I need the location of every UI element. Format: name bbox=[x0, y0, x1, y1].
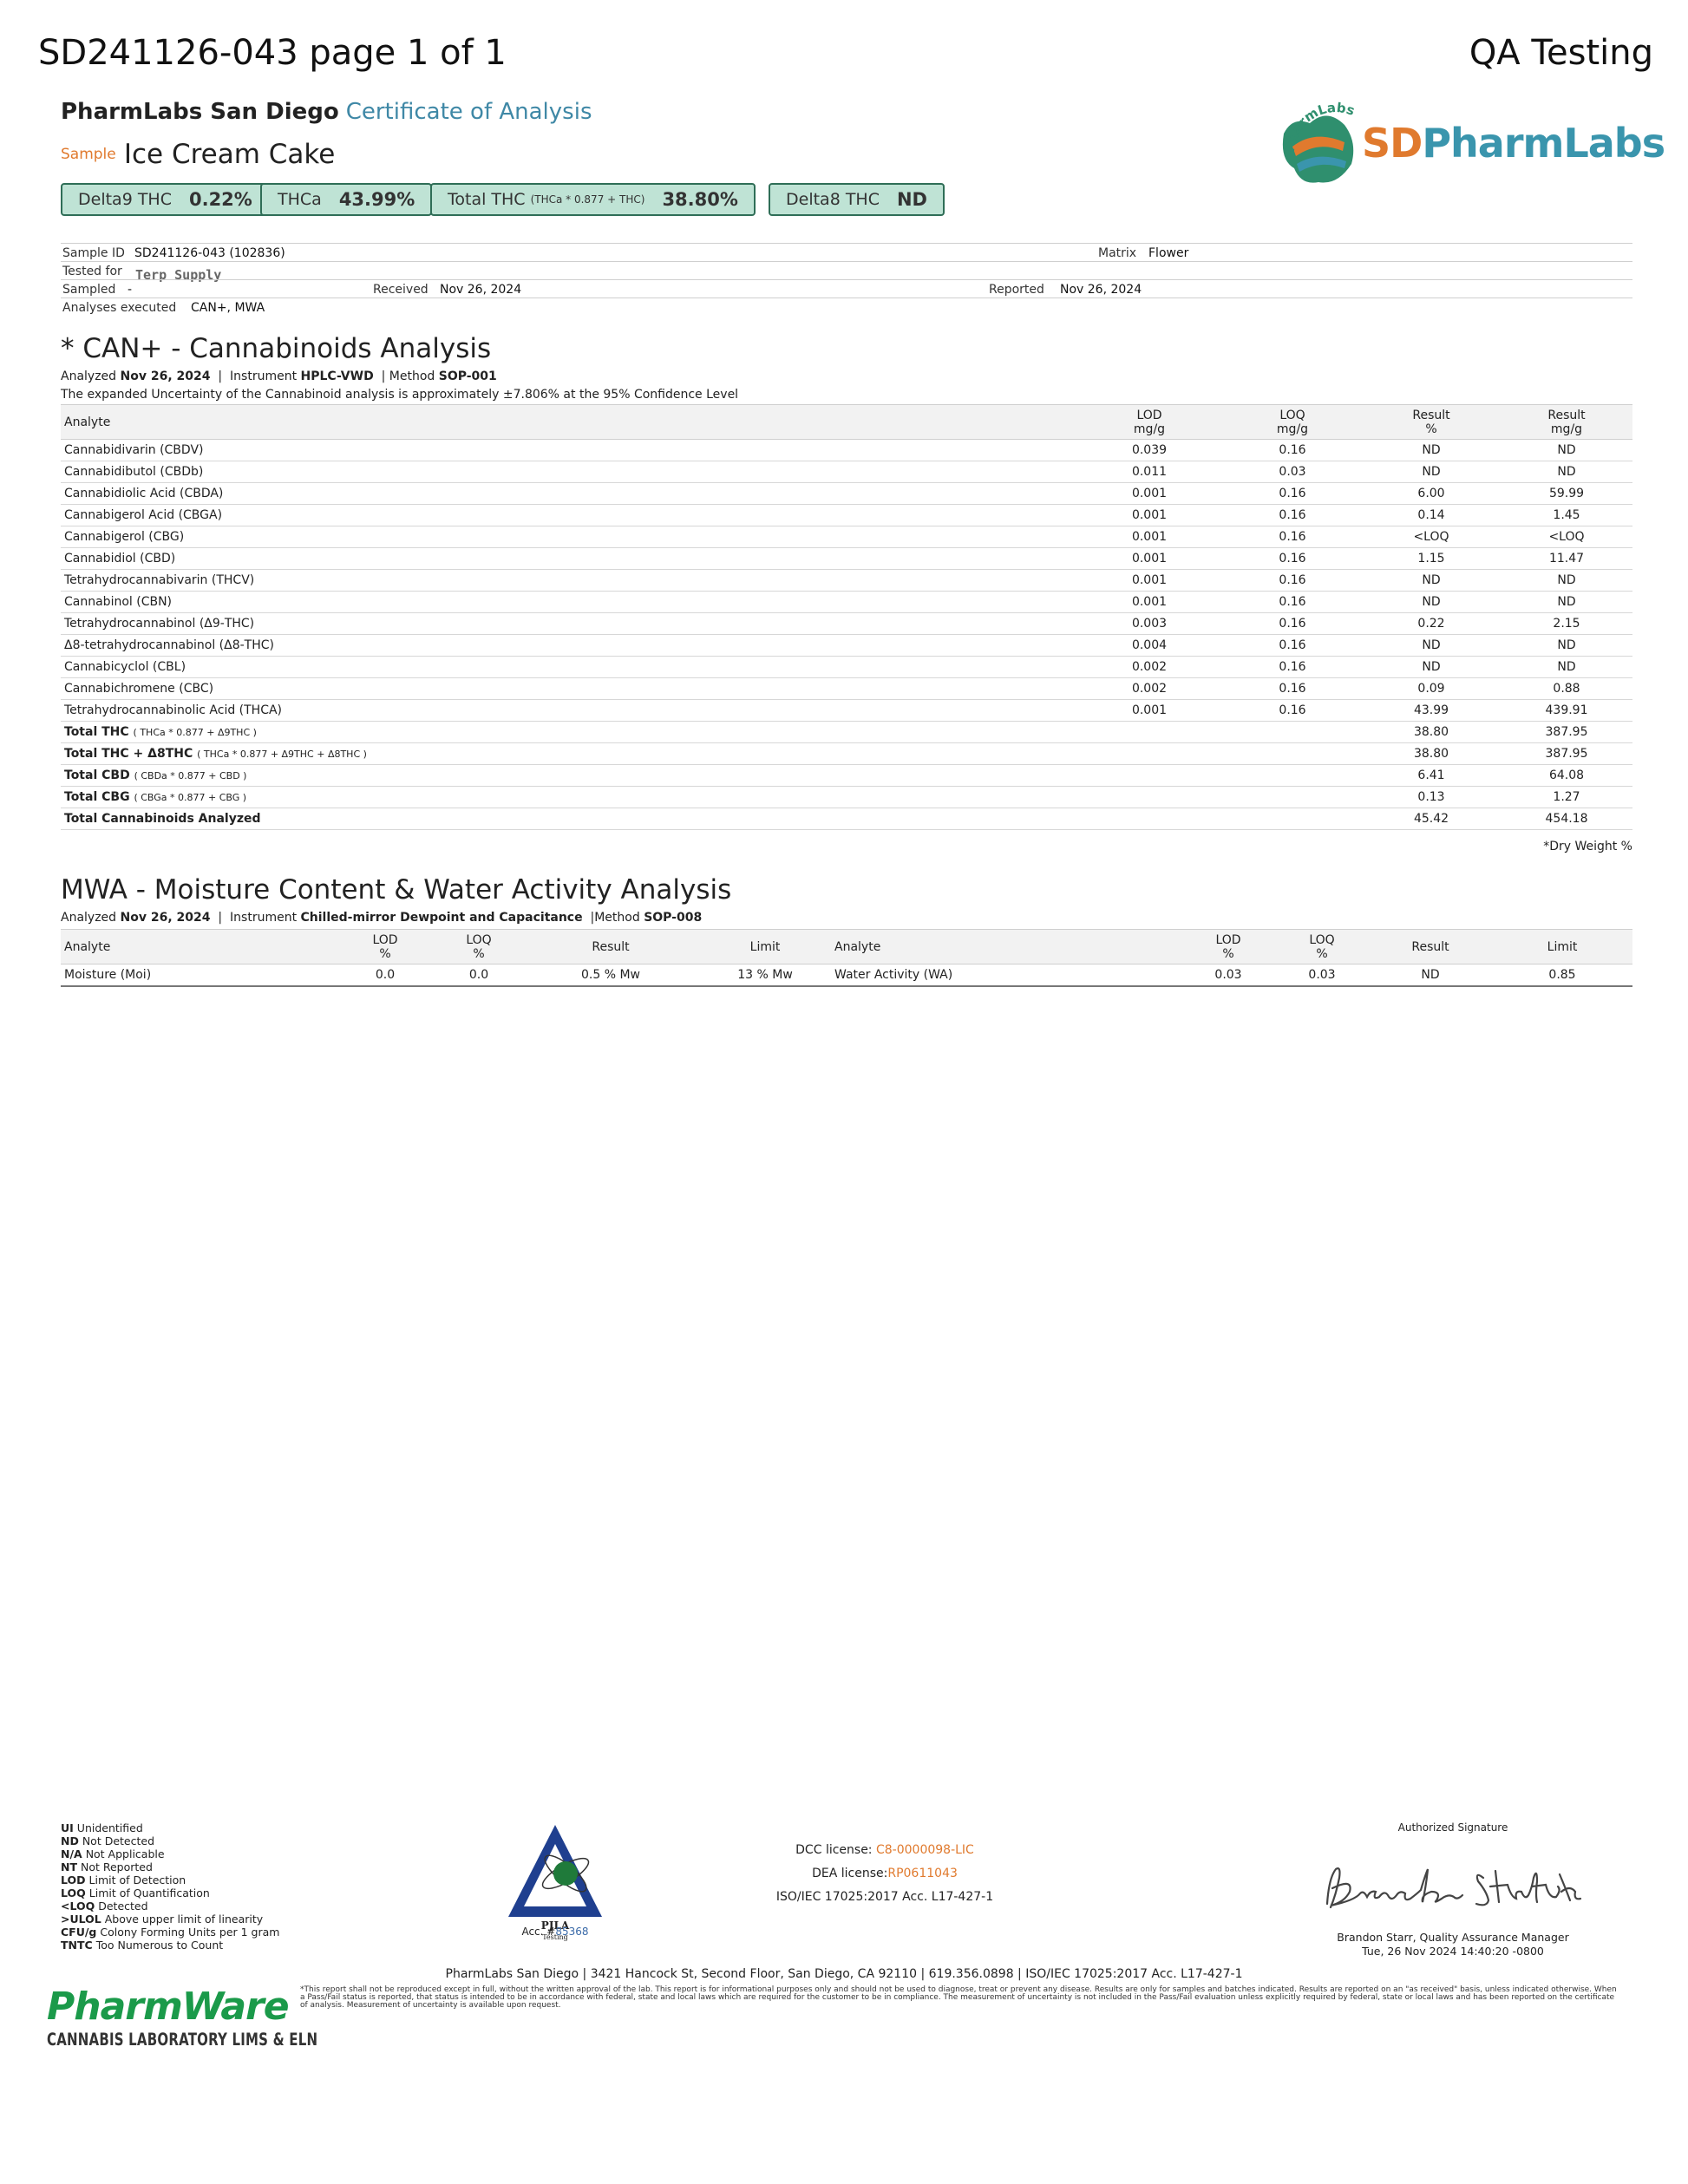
lab-name: PharmLabs San Diego bbox=[61, 99, 339, 125]
sampled: - bbox=[128, 283, 133, 297]
pjla-text: PJLA bbox=[540, 1919, 570, 1932]
analyses-label: Analyses executed bbox=[62, 301, 177, 315]
pill-label: Delta8 THC bbox=[786, 190, 880, 209]
info-row bbox=[61, 261, 1632, 283]
legend-abbr: TNTC bbox=[61, 1939, 93, 1952]
col-result: Result bbox=[526, 930, 696, 964]
instrument: Chilled-mirror Dewpoint and Capacitance bbox=[300, 911, 583, 925]
dea-line bbox=[711, 1862, 1058, 1886]
analyte-name: Tetrahydrocannabinolic Acid (THCA) bbox=[61, 700, 1076, 722]
legend-text: Limit of Quantification bbox=[88, 1886, 210, 1900]
licenses bbox=[711, 1839, 1058, 1909]
wa-result: ND bbox=[1369, 964, 1492, 986]
legend-abbr: >ULOL bbox=[61, 1913, 101, 1926]
lod-value: 0.001 bbox=[1076, 505, 1223, 526]
table-row bbox=[61, 635, 1632, 657]
lod-value: 0.001 bbox=[1076, 700, 1223, 722]
col-loq-name: LOQ bbox=[1279, 408, 1305, 422]
result-percent: ND bbox=[1362, 635, 1501, 657]
col-result-pct bbox=[1362, 405, 1501, 440]
reported-label: Reported bbox=[989, 283, 1044, 297]
legend-abbr: ND bbox=[61, 1834, 79, 1847]
legend-text: Above upper limit of linearity bbox=[104, 1913, 264, 1926]
lod-value: 0.002 bbox=[1076, 678, 1223, 700]
report-title: SD241126-043 page 1 of 1 bbox=[38, 33, 507, 73]
col-loq-name: LOQ bbox=[1309, 932, 1335, 947]
mwa-meta: Analyzed Nov 26, 2024 | Instrument Chilled-mirror Dewpoint and Capacitance |Method SOP-008 bbox=[61, 911, 703, 925]
result-percent: 6.00 bbox=[1362, 483, 1501, 505]
col-loq bbox=[1223, 405, 1362, 440]
logo-arc-text: PharmLabs bbox=[1281, 100, 1358, 154]
col-lod-unit: % bbox=[1222, 946, 1234, 961]
pill-value: 0.22% bbox=[188, 189, 252, 210]
tested-for-label: Tested for bbox=[62, 265, 122, 278]
analyzed-date: Nov 26, 2024 bbox=[120, 911, 211, 925]
loq-value: 0.16 bbox=[1223, 700, 1362, 722]
total-formula: ( THCa * 0.877 + Δ9THC + Δ8THC ) bbox=[197, 749, 367, 760]
table-row bbox=[61, 461, 1632, 483]
total-label-cell bbox=[61, 765, 1076, 787]
table-header bbox=[61, 405, 1632, 440]
pill-delta9-thc bbox=[61, 183, 270, 216]
result-percent: 0.09 bbox=[1362, 678, 1501, 700]
dea-label: DEA license: bbox=[812, 1867, 888, 1880]
loq-value: 0.16 bbox=[1223, 613, 1362, 635]
matrix-label: Matrix bbox=[1098, 246, 1137, 260]
pill-delta8-thc bbox=[769, 183, 945, 216]
reported: Nov 26, 2024 bbox=[1060, 283, 1142, 297]
table-row bbox=[61, 613, 1632, 635]
pill-thca bbox=[260, 183, 432, 216]
sample-line bbox=[61, 139, 335, 170]
result-mg: ND bbox=[1501, 657, 1632, 678]
method-label: Method bbox=[389, 369, 435, 383]
lod-value: 0.001 bbox=[1076, 592, 1223, 613]
loq-value: 0.16 bbox=[1223, 592, 1362, 613]
signature-image bbox=[1310, 1852, 1596, 1930]
col-loq-2 bbox=[1275, 930, 1369, 964]
globe-icon bbox=[553, 1861, 578, 1886]
empty-cell bbox=[1076, 765, 1223, 787]
legend-item bbox=[61, 1926, 279, 1939]
result-mg: ND bbox=[1501, 635, 1632, 657]
legend-text: Detected bbox=[98, 1900, 148, 1913]
col-result-mg-name: Result bbox=[1547, 408, 1586, 422]
analyte-name: Cannabidibutol (CBDb) bbox=[61, 461, 1076, 483]
legend-abbr: CFU/g bbox=[61, 1926, 97, 1939]
legend-abbr: LOQ bbox=[61, 1886, 86, 1900]
result-mg: 1.45 bbox=[1501, 505, 1632, 526]
legend-item bbox=[61, 1847, 279, 1860]
result-percent: ND bbox=[1362, 657, 1501, 678]
total-percent: 38.80 bbox=[1362, 722, 1501, 743]
dea-license: RP0611043 bbox=[887, 1867, 958, 1880]
sample-name: Ice Cream Cake bbox=[123, 139, 336, 170]
total-label: Total THC bbox=[64, 725, 129, 739]
lod-value: 0.039 bbox=[1076, 440, 1223, 461]
lab-address: PharmLabs San Diego | 3421 Hancock St, Second Floor, San Diego, CA 92110 | 619.356.0898 | ISO/IEC 17025:2017 Acc. L17-427-1 bbox=[445, 1967, 1243, 1981]
total-row bbox=[61, 743, 1632, 765]
col-lod-2 bbox=[1181, 930, 1275, 964]
method: SOP-001 bbox=[438, 369, 497, 383]
wa-lod: 0.03 bbox=[1181, 964, 1275, 986]
analyte-name: Cannabidiol (CBD) bbox=[61, 548, 1076, 570]
col-result-2: Result bbox=[1369, 930, 1492, 964]
signer-block bbox=[1292, 1931, 1613, 1958]
instrument-label: Instrument bbox=[230, 369, 298, 383]
dcc-label: DCC license: bbox=[795, 1843, 873, 1857]
moisture-analyte: Moisture (Moi) bbox=[61, 964, 338, 986]
total-mg: 64.08 bbox=[1501, 765, 1632, 787]
sample-info bbox=[61, 243, 1632, 316]
mwa-table bbox=[61, 929, 1632, 987]
cannabinoid-table bbox=[61, 404, 1632, 830]
legend-text: Unidentified bbox=[76, 1821, 143, 1834]
legend-abbr: NT bbox=[61, 1860, 77, 1873]
loq-value: 0.16 bbox=[1223, 440, 1362, 461]
pjla-logo bbox=[503, 1820, 607, 1941]
analyte-name: Cannabigerol Acid (CBGA) bbox=[61, 505, 1076, 526]
signed-at: Tue, 26 Nov 2024 14:40:20 -0800 bbox=[1362, 1945, 1544, 1958]
loq-value: 0.16 bbox=[1223, 505, 1362, 526]
lod-value: 0.004 bbox=[1076, 635, 1223, 657]
legend-item bbox=[61, 1821, 279, 1834]
col-loq-name: LOQ bbox=[466, 932, 492, 947]
pill-value: ND bbox=[896, 189, 927, 210]
uncertainty-note: The expanded Uncertainty of the Cannabinoid analysis is approximately ±7.806% at the 95% Confidence Level bbox=[61, 388, 739, 402]
pill-total-thc bbox=[430, 183, 756, 216]
total-percent: 45.42 bbox=[1362, 808, 1501, 830]
iso-line: ISO/IEC 17025:2017 Acc. L17-427-1 bbox=[775, 1890, 994, 1904]
col-lod-name: LOD bbox=[372, 932, 398, 947]
analyte-name: Cannabinol (CBN) bbox=[61, 592, 1076, 613]
lod-value: 0.001 bbox=[1076, 483, 1223, 505]
lod-value: 0.001 bbox=[1076, 570, 1223, 592]
lab-line bbox=[61, 99, 592, 125]
loq-value: 0.16 bbox=[1223, 526, 1362, 548]
pill-value: 38.80% bbox=[662, 189, 738, 210]
pharmware-tagline: CANNABIS LABORATORY LIMS & ELN bbox=[47, 2030, 318, 2050]
table-row bbox=[61, 526, 1632, 548]
col-lod-name: LOD bbox=[1215, 932, 1241, 947]
total-mg: 454.18 bbox=[1501, 808, 1632, 830]
total-mg: 387.95 bbox=[1501, 722, 1632, 743]
loq-value: 0.16 bbox=[1223, 678, 1362, 700]
result-mg: 2.15 bbox=[1501, 613, 1632, 635]
analyte-name: Cannabidiolic Acid (CBDA) bbox=[61, 483, 1076, 505]
table-row bbox=[61, 678, 1632, 700]
col-lod-unit: % bbox=[379, 946, 391, 961]
col-lod-name: LOD bbox=[1136, 408, 1162, 422]
analyzed-label: Analyzed bbox=[61, 369, 117, 383]
total-label-cell bbox=[61, 808, 1076, 830]
method: SOP-008 bbox=[644, 911, 703, 925]
logo-pharmlabs: PharmLabs bbox=[1422, 120, 1665, 167]
analyte-name: Tetrahydrocannabinol (Δ9-THC) bbox=[61, 613, 1076, 635]
lod-value: 0.002 bbox=[1076, 657, 1223, 678]
matrix: Flower bbox=[1148, 246, 1189, 260]
legend-text: Not Detected bbox=[82, 1834, 155, 1847]
empty-cell bbox=[1223, 765, 1362, 787]
result-percent: 0.22 bbox=[1362, 613, 1501, 635]
table-row bbox=[61, 548, 1632, 570]
total-label: Total Cannabinoids Analyzed bbox=[64, 812, 261, 826]
total-percent: 0.13 bbox=[1362, 787, 1501, 808]
col-lod bbox=[1076, 405, 1223, 440]
received: Nov 26, 2024 bbox=[440, 283, 522, 297]
legend-item bbox=[61, 1886, 279, 1900]
legend-abbr: LOD bbox=[61, 1873, 86, 1886]
pill-label: THCa bbox=[278, 190, 322, 209]
col-loq-unit: % bbox=[1316, 946, 1328, 961]
pharmware-logo-text: PharmWare bbox=[47, 1985, 289, 2029]
total-label-cell bbox=[61, 722, 1076, 743]
result-percent: 1.15 bbox=[1362, 548, 1501, 570]
total-row bbox=[61, 722, 1632, 743]
dry-weight-note: *Dry Weight % bbox=[1543, 840, 1632, 853]
total-label: Total THC + Δ8THC bbox=[64, 747, 193, 761]
total-label: Total CBG bbox=[64, 790, 130, 804]
tested-for: Terp Supply bbox=[135, 267, 222, 283]
analyzed-label: Analyzed bbox=[61, 911, 117, 925]
result-percent: 0.14 bbox=[1362, 505, 1501, 526]
empty-cell bbox=[1223, 722, 1362, 743]
sampled-label: Sampled bbox=[62, 283, 116, 297]
legend-item bbox=[61, 1913, 279, 1926]
pjla-accreditation bbox=[503, 1926, 607, 1938]
loq-value: 0.16 bbox=[1223, 635, 1362, 657]
dcc-license: C8-0000098-LIC bbox=[875, 1843, 974, 1857]
result-percent: ND bbox=[1362, 440, 1501, 461]
info-row bbox=[61, 279, 1632, 298]
empty-cell bbox=[1076, 808, 1223, 830]
col-limit: Limit bbox=[696, 930, 834, 964]
legend-abbr: <LOQ bbox=[61, 1900, 95, 1913]
col-result-mg-unit: mg/g bbox=[1550, 422, 1583, 436]
empty-cell bbox=[1223, 787, 1362, 808]
wa-limit: 0.85 bbox=[1492, 964, 1632, 986]
table-row bbox=[61, 592, 1632, 613]
table-row bbox=[61, 700, 1632, 722]
legend-abbr: UI bbox=[61, 1821, 74, 1834]
moisture-limit: 13 % Mw bbox=[696, 964, 834, 986]
result-percent: ND bbox=[1362, 592, 1501, 613]
total-label: Total CBD bbox=[64, 768, 130, 782]
signature-first-name bbox=[1327, 1868, 1462, 1907]
legend-item bbox=[61, 1834, 279, 1847]
result-mg: ND bbox=[1501, 592, 1632, 613]
result-percent: 43.99 bbox=[1362, 700, 1501, 722]
total-formula: ( THCa * 0.877 + Δ9THC ) bbox=[133, 727, 257, 738]
result-mg: 0.88 bbox=[1501, 678, 1632, 700]
report-type: QA Testing bbox=[1469, 33, 1653, 73]
dcc-line bbox=[711, 1839, 1058, 1862]
analyte-name: Cannabigerol (CBG) bbox=[61, 526, 1076, 548]
lod-value: 0.001 bbox=[1076, 526, 1223, 548]
pjla-acc-number: 85368 bbox=[555, 1926, 589, 1938]
empty-cell bbox=[1076, 722, 1223, 743]
legend-item bbox=[61, 1939, 279, 1952]
result-mg: 439.91 bbox=[1501, 700, 1632, 722]
instrument: HPLC-VWD bbox=[300, 369, 374, 383]
legend-item bbox=[61, 1860, 279, 1873]
total-formula: ( CBGa * 0.877 + CBG ) bbox=[134, 792, 247, 803]
lod-value: 0.001 bbox=[1076, 548, 1223, 570]
pjla-acc-label: Acc. # bbox=[521, 1926, 556, 1938]
legend-text: Not Applicable bbox=[85, 1847, 165, 1860]
col-lod bbox=[338, 930, 432, 964]
mwa-section-title: MWA - Moisture Content & Water Activity Analysis bbox=[61, 874, 732, 906]
signer-name: Brandon Starr, Quality Assurance Manager bbox=[1337, 1931, 1569, 1944]
col-result-pct-unit: % bbox=[1425, 422, 1437, 436]
table-row bbox=[61, 964, 1632, 986]
loq-value: 0.16 bbox=[1223, 657, 1362, 678]
col-analyte: Analyte bbox=[61, 405, 1076, 440]
col-loq bbox=[432, 930, 526, 964]
doc-type: Certificate of Analysis bbox=[345, 99, 592, 125]
pill-label: Delta9 THC bbox=[78, 190, 172, 209]
total-percent: 6.41 bbox=[1362, 765, 1501, 787]
total-mg: 387.95 bbox=[1501, 743, 1632, 765]
legend-item bbox=[61, 1873, 279, 1886]
logo-wordmark bbox=[1362, 120, 1665, 167]
legend-text: Not Reported bbox=[80, 1860, 153, 1873]
moisture-loq: 0.0 bbox=[432, 964, 526, 986]
loq-value: 0.16 bbox=[1223, 483, 1362, 505]
analyte-name: Cannabidivarin (CBDV) bbox=[61, 440, 1076, 461]
result-percent: <LOQ bbox=[1362, 526, 1501, 548]
lod-value: 0.011 bbox=[1076, 461, 1223, 483]
analyses: CAN+, MWA bbox=[191, 301, 265, 315]
legend-text: Limit of Detection bbox=[88, 1873, 186, 1886]
pjla-testing: Testing bbox=[542, 1933, 568, 1941]
result-mg: ND bbox=[1501, 461, 1632, 483]
legend-abbr: N/A bbox=[61, 1847, 82, 1860]
abbreviation-legend bbox=[61, 1821, 279, 1952]
moisture-lod: 0.0 bbox=[338, 964, 432, 986]
signature-last-name bbox=[1476, 1871, 1580, 1905]
result-mg: <LOQ bbox=[1501, 526, 1632, 548]
analyte-name: Cannabichromene (CBC) bbox=[61, 678, 1076, 700]
received-label: Received bbox=[373, 283, 429, 297]
table-header bbox=[61, 930, 1632, 964]
total-row bbox=[61, 787, 1632, 808]
pill-value: 43.99% bbox=[338, 189, 415, 210]
loq-value: 0.03 bbox=[1223, 461, 1362, 483]
total-label-cell bbox=[61, 743, 1076, 765]
analyte-name: Δ8-tetrahydrocannabinol (Δ8-THC) bbox=[61, 635, 1076, 657]
col-result-mg bbox=[1501, 405, 1632, 440]
result-mg: ND bbox=[1501, 440, 1632, 461]
col-result-pct-name: Result bbox=[1412, 408, 1450, 422]
col-analyte-2: Analyte bbox=[834, 930, 1181, 964]
loq-value: 0.16 bbox=[1223, 570, 1362, 592]
col-loq-unit: % bbox=[473, 946, 485, 961]
table-row bbox=[61, 505, 1632, 526]
sample-id: SD241126-043 (102836) bbox=[134, 246, 285, 260]
col-lod-unit: mg/g bbox=[1133, 422, 1166, 436]
total-row bbox=[61, 808, 1632, 830]
moisture-result: 0.5 % Mw bbox=[526, 964, 696, 986]
total-label-cell bbox=[61, 787, 1076, 808]
col-analyte: Analyte bbox=[61, 930, 338, 964]
result-mg: 59.99 bbox=[1501, 483, 1632, 505]
table-row bbox=[61, 570, 1632, 592]
authorized-signature-title: Authorized Signature bbox=[1397, 1821, 1508, 1834]
table-row bbox=[61, 483, 1632, 505]
total-percent: 38.80 bbox=[1362, 743, 1501, 765]
disclaimer: *This report shall not be reproduced except in full, without the written approval of the lab. This report is for informational purposes only and should not be used to diagnose, treat or prevent any disease. Results are only for samples and batches indicated. Results are reported on an "as received" basis, unless indicated otherwise. When a Pass/Fail status is reported, that status is intended to be in accordance with federal, state and local laws which are required for the customer to be in compliance. The measurement of uncertainty is not included in the Pass/Fail evaluation unless explicitly required by federal, state or local laws and has been reported on the certificate of analysis. Measurement of uncertainty is available upon request. bbox=[300, 1985, 1617, 2010]
legend-text: Too Numerous to Count bbox=[95, 1939, 224, 1952]
result-mg: 11.47 bbox=[1501, 548, 1632, 570]
wa-analyte: Water Activity (WA) bbox=[834, 964, 1181, 986]
result-percent: ND bbox=[1362, 461, 1501, 483]
legend-item bbox=[61, 1900, 279, 1913]
can-section-title: * CAN+ - Cannabinoids Analysis bbox=[61, 333, 492, 364]
pill-formula: (THCa * 0.877 + THC) bbox=[530, 193, 645, 206]
analyzed-date: Nov 26, 2024 bbox=[120, 369, 211, 383]
col-limit-2: Limit bbox=[1492, 930, 1632, 964]
logo-sd: SD bbox=[1362, 120, 1423, 167]
legend-text: Colony Forming Units per 1 gram bbox=[100, 1926, 280, 1939]
method-label: Method bbox=[594, 911, 640, 925]
result-mg: ND bbox=[1501, 570, 1632, 592]
analyte-name: Cannabicyclol (CBL) bbox=[61, 657, 1076, 678]
can-meta: Analyzed Nov 26, 2024 | Instrument HPLC-VWD | Method SOP-001 bbox=[61, 369, 497, 383]
info-row bbox=[61, 298, 1632, 316]
loq-value: 0.16 bbox=[1223, 548, 1362, 570]
empty-cell bbox=[1223, 808, 1362, 830]
table-row bbox=[61, 657, 1632, 678]
total-mg: 1.27 bbox=[1501, 787, 1632, 808]
total-row bbox=[61, 765, 1632, 787]
empty-cell bbox=[1076, 743, 1223, 765]
table-row bbox=[61, 440, 1632, 461]
col-loq-unit: mg/g bbox=[1276, 422, 1309, 436]
wa-loq: 0.03 bbox=[1275, 964, 1369, 986]
sample-label: Sample bbox=[61, 146, 116, 163]
info-row bbox=[61, 243, 1632, 261]
result-percent: ND bbox=[1362, 570, 1501, 592]
instrument-label: Instrument bbox=[230, 911, 298, 925]
pill-label: Total THC bbox=[448, 190, 526, 209]
analyte-name: Tetrahydrocannabivarin (THCV) bbox=[61, 570, 1076, 592]
empty-cell bbox=[1223, 743, 1362, 765]
sample-id-label: Sample ID bbox=[62, 246, 125, 260]
empty-cell bbox=[1076, 787, 1223, 808]
total-formula: ( CBDa * 0.877 + CBD ) bbox=[134, 770, 247, 781]
lod-value: 0.003 bbox=[1076, 613, 1223, 635]
